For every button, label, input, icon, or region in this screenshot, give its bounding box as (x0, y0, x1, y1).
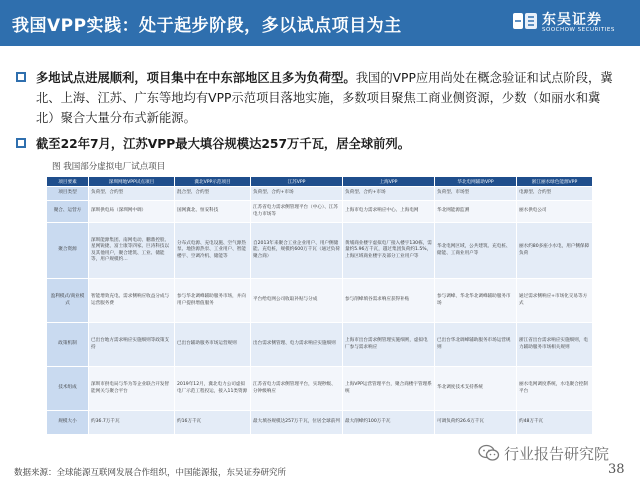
table-row (47, 279, 593, 323)
table-cell: 已出台地方需求响应实施细则等政策支持 (89, 323, 175, 367)
table-cell: 已出台华北调峰辅助服务市场运营规则 (435, 323, 517, 367)
table-cell: 分布式电源、充电设施、空气源热泵、地热源热泵、工业用户、智能楼宇、空调冷机、储能等 (175, 223, 251, 279)
table-cell: 负荷型、合约+市场 (251, 187, 343, 201)
bullet-emphasis: 截至22年7月，江苏VPP最大填谷规模达257万千瓦，居全球前列。 (36, 137, 411, 151)
table-header-row (47, 177, 593, 187)
row-label: 项目类型 (47, 187, 89, 201)
row-label: 政策机制 (47, 323, 89, 367)
table-cell: 已出台辅助服务市场运营规则 (175, 323, 251, 367)
title-banner (0, 0, 640, 46)
table-cell: 负荷型、合约型 (89, 187, 175, 201)
row-label: 盈利模式/商业模式 (47, 279, 89, 323)
table-cell: 深圳市供电局与华为等企业联合开发智能网关与聚合平台 (89, 367, 175, 411)
table-cell: 负荷型、合约+市场 (343, 187, 435, 201)
table-cell: 江苏省电力需求侧管理平台，实现秒级、分钟级响应 (251, 367, 343, 411)
table-cell: 参与调峰、华北华北调峰辅助服务市场 (435, 279, 517, 323)
table-cell: 自2013年来聚合工业企业用户、用户侧储能、充电桩，规模约600万千瓦（通过负荷聚合商） (251, 223, 343, 279)
table-cell: 上海市出台需求侧管理实施细则，虚拟电厂参与需求响应 (343, 323, 435, 367)
table-cell: 华北电网区域，公共建筑、充电桩、储能、工商业用户等 (435, 223, 517, 279)
table-row (47, 187, 593, 201)
vpp-projects-table-container (46, 176, 592, 435)
figure-caption: 图 我国部分虚拟电厂试点项目 (52, 162, 166, 172)
row-label: 聚合资源 (47, 223, 89, 279)
table-cell: 约16万千瓦 (175, 411, 251, 435)
table-cell: 江苏省电力需求侧管理平台（中心）、江苏电力市场等 (251, 201, 343, 223)
table-cell: 深圳能源集团、南网电动、鹏鼎控股、星网锐捷、富士康等四家、巨涛科技以及其他用户，聚合建筑、工业、储能等，用户规模约… (89, 223, 175, 279)
column-header: 江苏VPP (251, 177, 343, 187)
table-cell: 电源型、合约型 (517, 187, 593, 201)
table-cell: 最大削峰约100万千瓦 (343, 411, 435, 435)
soochow-logo-icon (512, 11, 538, 31)
table-cell: 上海VPP运营管理平台，聚合商楼宇管理系统 (343, 367, 435, 411)
column-header: 上海VPP (343, 177, 435, 187)
table-row (47, 367, 593, 411)
table-row (47, 323, 593, 367)
column-header: 深圳网地VPP试点项目 (89, 177, 175, 187)
table-cell: 平台给电网公司收取补贴与分成 (251, 279, 343, 323)
table-cell: 华北调度技术支持系统 (435, 367, 517, 411)
table-cell: 负荷型、市场型 (435, 187, 517, 201)
table-cell: 丽水约80多座小水电，用户侧保障负荷 (517, 223, 593, 279)
row-label: 规模大小 (47, 411, 89, 435)
table-cell: 上海市电力需求响应中心、上海电网 (343, 201, 435, 223)
bullet-square-icon (16, 138, 26, 148)
table-cell: 参与削峰填谷需求响应获得补贴 (343, 279, 435, 323)
column-header: 华北电网辅助VPP (435, 177, 517, 187)
table-cell: 可调负荷约26.6万千瓦 (435, 411, 517, 435)
bullet-item (14, 68, 618, 128)
table-cell: 华北网能源监测 (435, 201, 517, 223)
bullet-square-icon (16, 72, 26, 82)
column-header: 项目要素 (47, 177, 89, 187)
table-cell: 丽水电网调度系统，水电聚合控制平台 (517, 367, 593, 411)
column-header: 冀北VPP示范项目 (175, 177, 251, 187)
logo-english-name: SOOCHOW SECURITIES (542, 27, 615, 33)
table-cell: 2019年12月，冀北电力公司虚拟电厂示范工程投运，接入11类资源 (175, 367, 251, 411)
table-row (47, 223, 593, 279)
table-cell: 国网冀北、恒安科技 (175, 201, 251, 223)
page-number: 38 (608, 462, 625, 477)
data-source-note: 数据来源：全球能源互联网发展合作组织，中国能源报，东吴证券研究所 (14, 468, 287, 478)
row-label: 技术组成 (47, 367, 89, 411)
table-cell: 约48万千瓦 (517, 411, 593, 435)
table-cell: 出台需求侧管理、电力需求响应实施细则 (251, 323, 343, 367)
table-cell: 通过需求侧响应+市场化交易等方式 (517, 279, 593, 323)
vpp-projects-table (46, 176, 593, 435)
table-cell: 浙江省出台需求响应实施细则，电力辅助服务市场相关规则 (517, 323, 593, 367)
bullet-text: 我国的VPP应用尚处在概念验证和试点阶段，冀北、上海、江苏、广东等地均有VPP示范项目落地实施，多数项目聚焦工商业侧资源，少数（如丽水和冀北）聚合大量分布式新能源。 (36, 71, 613, 125)
table-cell: 约36.7万千瓦 (89, 411, 175, 435)
table-cell: 丽水供电公司 (517, 201, 593, 223)
table-cell: 混合型、合约型 (175, 187, 251, 201)
table-row (47, 411, 593, 435)
table-row (47, 201, 593, 223)
row-label: 聚合、运营方 (47, 201, 89, 223)
bullet-emphasis: 多地试点进展顺利，项目集中在中东部地区且多为负荷型。 (36, 71, 356, 85)
page-title: 我国VPP实践：处于起步阶段，多以试点项目为主 (12, 16, 402, 36)
watermark-text: 行业报告研究院 (504, 445, 610, 463)
table-cell: 参与华北调峰辅助服务市场，并向用户提供增值服务 (175, 279, 251, 323)
table-cell: 最大填谷规模达257万千瓦，位居全球前列 (251, 411, 343, 435)
wechat-icon (478, 444, 500, 462)
logo-chinese-name: 东吴证券 (542, 12, 602, 28)
table-cell: 智能增效充电、需求侧响应收益分成与运营服务费 (89, 279, 175, 323)
bullet-item (14, 134, 618, 154)
table-cell: 深圳供电局（深圳网中调） (89, 201, 175, 223)
bullet-list (14, 68, 618, 154)
table-cell: 黄埔商业楼宇虚拟电厂接入楼宇130栋，需量约5.96万千瓦，越过集团负荷约1.5%，上海区域商业楼宇及部分工业用户等 (343, 223, 435, 279)
company-logo (512, 9, 630, 37)
column-header: 浙江丽水绿色能源VPP (517, 177, 593, 187)
